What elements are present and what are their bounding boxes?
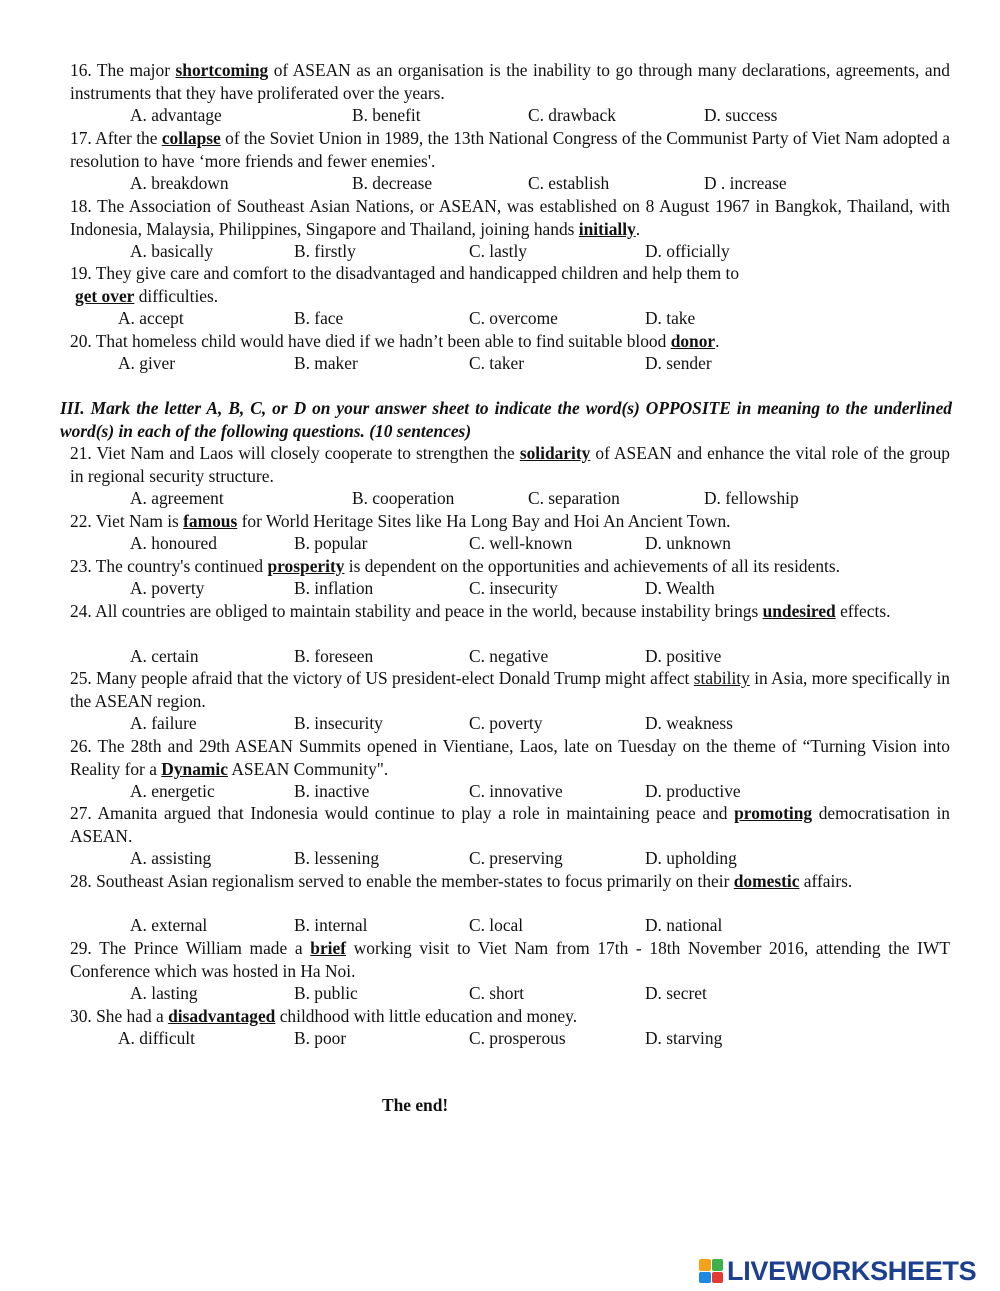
question-30: 30. She had a disadvantaged childhood with little education and money. [70, 1006, 578, 1026]
option-c[interactable]: C. taker [469, 353, 525, 373]
underlined-word: promoting [734, 803, 813, 823]
underlined-word: solidarity [519, 443, 591, 463]
option-b[interactable]: B. foreseen [294, 646, 374, 666]
underlined-word: disadvantaged [168, 1006, 276, 1026]
option-a[interactable]: A. accept [118, 308, 184, 328]
option-a[interactable]: A. agreement [130, 488, 224, 508]
question-26: 26. The 28th and 29th ASEAN Summits opened in Vientiane, Laos, late on Tuesday on the theme of “Turning Vision into Reality for a Dynamic ASEAN Community". [70, 736, 950, 779]
options-28 [0, 914, 1000, 936]
options-18 [0, 240, 1000, 262]
option-d[interactable]: D. weakness [645, 713, 733, 733]
option-a[interactable]: A. advantage [130, 105, 222, 125]
option-c[interactable]: C. preserving [469, 848, 563, 868]
options-17 [0, 172, 1000, 194]
option-c[interactable]: C. separation [528, 488, 620, 508]
question-24: 24. All countries are obliged to maintain stability and peace in the world, because instability brings undesired effects. [70, 601, 891, 621]
underlined-word: shortcoming [175, 60, 269, 80]
underlined-word: donor [670, 331, 716, 351]
brand-name: LIVEWORKSHEETS [727, 1255, 977, 1286]
question-17: 17. After the collapse of the Soviet Union in 1989, the 13th National Congress of the Communist Party of Viet Nam adopted a resolution to have ‘more friends and fewer enemies'. [70, 128, 950, 171]
option-a[interactable]: A. failure [130, 713, 197, 733]
option-b[interactable]: B. popular [294, 533, 368, 553]
option-c[interactable]: C. overcome [469, 308, 558, 328]
option-d[interactable]: D. productive [645, 781, 741, 801]
options-30 [0, 1027, 1000, 1049]
option-b[interactable]: B. firstly [294, 241, 356, 261]
underlined-word: collapse [161, 128, 221, 148]
underlined-word: Dynamic [161, 758, 228, 779]
options-21 [0, 487, 1000, 509]
options-26 [0, 780, 1000, 802]
option-c[interactable]: C. negative [469, 646, 549, 666]
question-18: 18. The Association of Southeast Asian Nations, or ASEAN, was established on 8 August 1967 in Bangkok, Thailand, with Indonesia, Malaysia, Philippines, Singapore and Thailand, joining hands initially. [70, 196, 950, 239]
option-b[interactable]: B. maker [294, 353, 358, 373]
option-c[interactable]: C. well-known [469, 533, 573, 553]
options-23 [0, 577, 1000, 599]
option-b[interactable]: B. inactive [294, 781, 370, 801]
option-b[interactable]: B. insecurity [294, 713, 383, 733]
section-3-heading: III. Mark the letter A, B, C, or D on your answer sheet to indicate the word(s) OPPOSITE in meaning to the underlined word(s) in each of the following questions. (10 sentences) [60, 398, 952, 441]
option-c[interactable]: C. poverty [469, 713, 543, 733]
end-text: The end! [382, 1095, 449, 1115]
option-a[interactable]: A. external [130, 915, 208, 935]
option-c[interactable]: C. drawback [528, 105, 616, 125]
question-19: 19. They give care and comfort to the disadvantaged and handicapped children and help them to get over difficulties. [70, 263, 740, 306]
option-a[interactable]: A. poverty [130, 578, 205, 598]
option-c[interactable]: C. prosperous [469, 1028, 566, 1048]
underlined-word: initially [578, 218, 636, 239]
option-d[interactable]: D. Wealth [645, 578, 715, 598]
option-d[interactable]: D. positive [645, 646, 722, 666]
option-a[interactable]: A. assisting [130, 848, 212, 868]
options-29 [0, 982, 1000, 1004]
options-25 [0, 712, 1000, 734]
question-25: 25. Many people afraid that the victory of US president-elect Donald Trump might affect stability in Asia, more specifically in the ASEAN region. [70, 668, 950, 711]
option-a[interactable]: A. honoured [130, 533, 217, 553]
option-c[interactable]: C. local [469, 915, 524, 935]
question-20: 20. That homeless child would have died if we hadn’t been able to find suitable blood donor. [70, 331, 720, 351]
liveworksheets-mark-icon [699, 1259, 723, 1283]
option-b[interactable]: B. face [294, 308, 344, 328]
underlined-word: get over [75, 285, 135, 306]
liveworksheets-logo[interactable] [699, 1256, 976, 1286]
options-16 [0, 104, 1000, 126]
option-d[interactable]: D. fellowship [704, 488, 799, 508]
underlined-word: undesired [762, 601, 836, 621]
question-21: 21. Viet Nam and Laos will closely cooperate to strengthen the solidarity of ASEAN and enhance the vital role of the group in regional security structure. [70, 443, 950, 486]
option-c[interactable]: C. innovative [469, 781, 563, 801]
option-a[interactable]: A. breakdown [130, 173, 229, 193]
option-c[interactable]: C. establish [528, 173, 610, 193]
option-d[interactable]: D. starving [645, 1028, 723, 1048]
option-b[interactable]: B. cooperation [352, 488, 455, 508]
option-d[interactable]: D. success [704, 105, 778, 125]
option-b[interactable]: B. internal [294, 915, 368, 935]
option-d[interactable]: D. take [645, 308, 696, 328]
option-c[interactable]: C. short [469, 983, 525, 1003]
question-27: 27. Amanita argued that Indonesia would continue to play a role in maintaining peace and promoting democratisation in ASEAN. [70, 803, 950, 846]
options-19 [0, 307, 1000, 329]
option-d[interactable]: D. secret [645, 983, 707, 1003]
question-29: 29. The Prince William made a brief working visit to Viet Nam from 17th - 18th November 2016, attending the IWT Conference which was hosted in Ha Noi. [70, 938, 950, 981]
option-d[interactable]: D. sender [645, 353, 712, 373]
options-27 [0, 847, 1000, 869]
underlined-word: prosperity [267, 556, 345, 576]
option-a[interactable]: A. difficult [118, 1028, 195, 1048]
question-28: 28. Southeast Asian regionalism served to enable the member-states to focus primarily on their domestic affairs. [70, 871, 853, 891]
option-d[interactable]: D. national [645, 915, 723, 935]
option-a[interactable]: A. lasting [130, 983, 198, 1003]
underlined-word: stability [693, 668, 750, 688]
option-c[interactable]: C. insecurity [469, 578, 558, 598]
option-d[interactable]: D. officially [645, 241, 730, 261]
underlined-word: domestic [733, 871, 800, 891]
option-b[interactable]: B. lessening [294, 848, 380, 868]
option-a[interactable]: A. energetic [130, 781, 215, 801]
options-20 [0, 352, 1000, 374]
question-22: 22. Viet Nam is famous for World Heritage Sites like Ha Long Bay and Hoi An Ancient Town. [70, 511, 731, 531]
underlined-word: famous [183, 511, 238, 531]
option-d[interactable]: D. upholding [645, 848, 737, 868]
question-16: 16. The major shortcoming of ASEAN as an organisation is the inability to go through many declarations, agreements, and instruments that they have proliferated over the years. [70, 60, 951, 103]
option-d[interactable]: D. unknown [645, 533, 731, 553]
option-b[interactable]: B. public [294, 983, 358, 1003]
option-a[interactable]: A. basically [130, 241, 214, 261]
option-a[interactable]: A. certain [130, 646, 199, 666]
option-b[interactable]: B. decrease [352, 173, 433, 193]
option-b[interactable]: B. inflation [294, 578, 374, 598]
option-c[interactable]: C. lastly [469, 241, 527, 261]
option-b[interactable]: B. benefit [352, 105, 421, 125]
options-24 [0, 645, 1000, 667]
options-22 [0, 532, 1000, 554]
question-23: 23. The country's continued prosperity is dependent on the opportunities and achievements of all its residents. [70, 556, 840, 576]
option-d[interactable]: D . increase [704, 173, 787, 193]
underlined-word: brief [310, 938, 347, 958]
option-b[interactable]: B. poor [294, 1028, 347, 1048]
option-a[interactable]: A. giver [118, 353, 175, 373]
